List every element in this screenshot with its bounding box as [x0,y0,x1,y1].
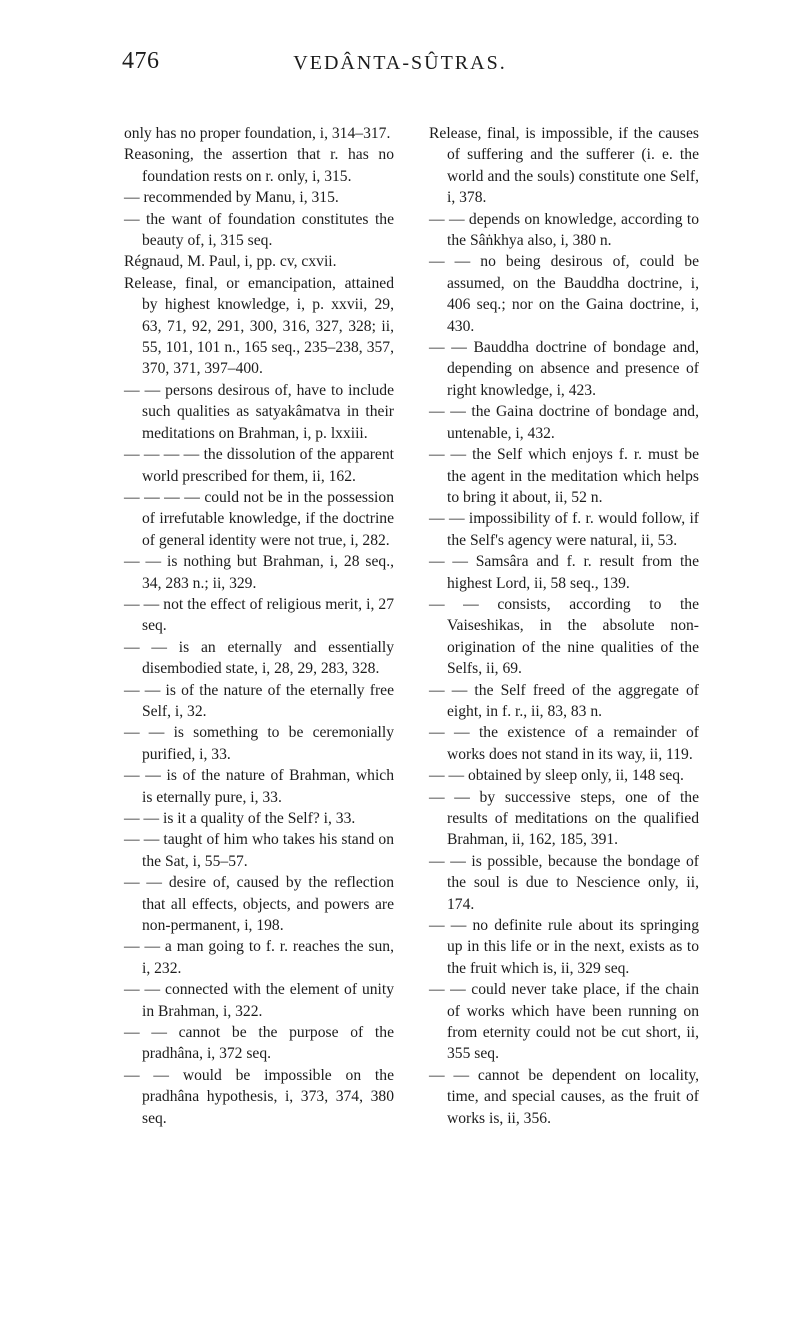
index-entry: — — would be impossible on the pradhâna hypothesis, i, 373, 374, 380 seq. [124,1066,394,1127]
index-entry: — — the Self freed of the aggregate of eight, in f. r., ii, 83, 83 n. [429,681,699,720]
index-entry: — — — — the dissolution of the apparent world prescribed for them, ii, 162. [124,446,394,485]
index-entry: — the want of foundation constitutes the beauty of, i, 315 seq. [124,210,394,250]
index-entry: — — persons desirous of, have to include such qualities as satyakâmatva in their meditations on Brahman, i, p. lxxiii. [124,381,394,442]
index-entry: only has no proper foundation, i, 314–317. [124,125,391,142]
index-entry: Release, final, is impossible, if the causes of suffering and the sufferer (i. e. the world and the souls) constitute one Self, i, 378. [429,125,699,207]
index-entry: — — desire of, caused by the reflection that all effects, objects, and powers are non-permanent, i, 198. [124,874,394,935]
index-entry: Release, final, or emancipation, attained by highest knowledge, i, p. xxvii, 29, 63, 71, 92, 291, 300, 316, 327, 328; ii, 55, 101, 101 n., 165 seq., 235–238, 357, 370, 371, 397–400. [124,274,394,378]
index-entry: — — could never take place, if the chain of works which have been running on from eternity could not be cut short, ii, 355 seq. [429,981,699,1063]
page-number: 476 [122,48,160,74]
index-entry: — — the Gaina doctrine of bondage and, untenable, i, 432. [429,403,699,442]
index-entry: — — no definite rule about its springing up in this life or in the next, exists as to the fruit which is, ii, 329 seq. [429,917,699,977]
index-entry: — — depends on knowledge, according to the Sâṅkhya also, i, 380 n. [429,210,699,250]
page-header [0,48,800,88]
index-entry: — — is of the nature of Brahman, which is eternally pure, i, 33. [124,767,394,806]
index-entry: — — taught of him who takes his stand on the Sat, i, 55–57. [124,831,394,870]
index-entry: — — consists, according to the Vaiseshikas, in the absolute non-origination of the nine qualities of the Selfs, ii, 69. [429,595,699,678]
index-entry: — — the Self which enjoys f. r. must be the agent in the meditation which helps to bring it about, ii, 52 n. [429,446,699,506]
index-entry: — — is something to be ceremonially purified, i, 33. [124,724,394,763]
index-entry: — — the existence of a remainder of works does not stand in its way, ii, 119. [429,724,699,763]
index-entry: — — is of the nature of the eternally free Self, i, 32. [124,681,394,720]
index-entry: — — not the effect of religious merit, i, 27 seq. [124,595,394,635]
index-entry: — — impossibility of f. r. would follow, if the Self's agency were natural, ii, 53. [429,510,699,549]
index-entry: — — cannot be dependent on locality, time, and special causes, as the fruit of works is, ii, 356. [429,1066,699,1127]
index-entry: — — cannot be the purpose of the pradhâna, i, 372 seq. [124,1024,394,1063]
index-entry: Reasoning, the assertion that r. has no foundation rests on r. only, i, 315. [124,146,394,185]
index-entry: — — — — could not be in the possession of irrefutable knowledge, if the doctrine of general identity were not true, i, 282. [124,488,394,549]
index-entry: — — is possible, because the bondage of the soul is due to Nescience only, ii, 174. [429,852,699,913]
index-entry: — — by successive steps, one of the results of meditations on the qualified Brahman, ii, 162, 185, 391. [429,788,699,849]
index-entry: — — is nothing but Brahman, i, 28 seq., 34, 283 n.; ii, 329. [124,553,394,592]
running-title: VEDÂNTA-SÛTRAS. [293,52,507,74]
index-entry: — recommended by Manu, i, 315. [124,189,339,207]
index-entry: — — a man going to f. r. reaches the sun, i, 232. [124,938,394,977]
index-entry: — — is an eternally and essentially disembodied state, i, 28, 29, 283, 328. [124,638,394,678]
index-entry: — — Bauddha doctrine of bondage and, depending on absence and presence of right knowledge, i, 423. [429,339,699,399]
index-entry: — — no being desirous of, could be assumed, on the Bauddha doctrine, i, 406 seq.; nor on the Gaina doctrine, i, 430. [429,253,699,335]
index-column-right [429,123,699,1129]
index-entry: — — obtained by sleep only, ii, 148 seq. [429,767,684,785]
index-entry: — — connected with the element of unity in Brahman, i, 322. [124,981,394,1020]
index-entry: — — is it a quality of the Self? i, 33. [124,810,356,827]
index-entry: Régnaud, M. Paul, i, pp. cv, cxvii. [124,253,337,271]
index-column-left [124,123,394,1129]
index-entry: — — Samsâra and f. r. result from the highest Lord, ii, 58 seq., 139. [429,553,699,592]
